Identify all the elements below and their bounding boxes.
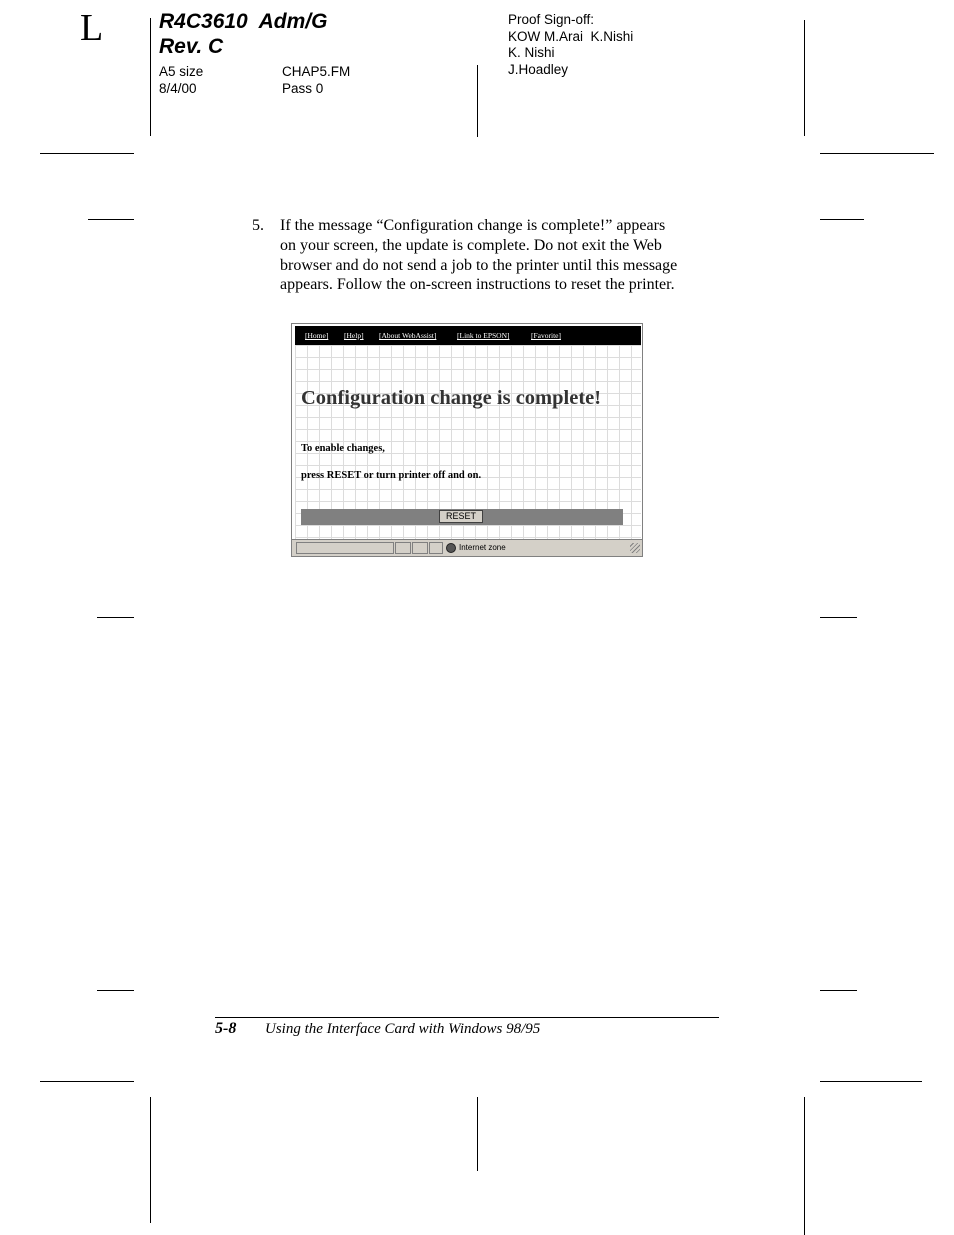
proof-names: K. Nishi	[508, 45, 555, 60]
globe-icon	[446, 543, 456, 553]
step-number: 5.	[252, 217, 264, 234]
crop-mark	[97, 617, 134, 618]
proof-signoff	[508, 12, 633, 78]
reset-instruction-text: press RESET or turn printer off and on.	[301, 470, 482, 481]
crop-mark	[88, 219, 134, 220]
crop-mark	[804, 20, 805, 136]
page-size: A5 size	[159, 64, 204, 79]
crop-mark	[820, 990, 857, 991]
document-title-line1: R4C3610 Adm/G	[159, 10, 328, 33]
crop-mark	[820, 1081, 922, 1082]
page-content	[295, 345, 641, 539]
nav-link-epson[interactable]: [Link to EPSON]	[457, 331, 510, 340]
footer-rule	[215, 1017, 719, 1018]
resize-grip-icon[interactable]	[630, 543, 640, 553]
status-bar	[292, 539, 642, 556]
nav-link-help[interactable]: [Help]	[344, 331, 364, 340]
status-cell	[296, 542, 394, 554]
status-cell	[395, 542, 411, 554]
nav-link-favorite[interactable]: [Favorite]	[531, 331, 561, 340]
proof-label: Proof Sign-off:	[508, 12, 595, 27]
reset-button[interactable]: RESET	[439, 510, 483, 523]
crop-mark	[40, 153, 134, 154]
status-cell	[412, 542, 428, 554]
crop-mark	[477, 65, 478, 137]
step-text-line: appears. Follow the on-screen instructions to reset the printer.	[280, 276, 675, 294]
print-date: 8/4/00	[159, 81, 197, 96]
browser-screenshot	[291, 323, 643, 557]
crop-mark	[820, 617, 857, 618]
status-cell	[429, 542, 443, 554]
step-text-line: on your screen, the update is complete. Do not exit the Web	[280, 236, 662, 254]
footer-title: Using the Interface Card with Windows 98/95	[265, 1021, 541, 1037]
document-title	[159, 9, 327, 59]
step-text-line: browser and do not send a job to the printer until this message	[280, 256, 678, 274]
reset-bar	[301, 509, 623, 525]
crop-mark	[804, 1097, 805, 1235]
page-number: 5-8	[215, 1020, 237, 1037]
proof-names: KOW M.Arai K.Nishi	[508, 28, 634, 44]
step-text	[280, 216, 720, 295]
crop-mark	[40, 1081, 134, 1082]
proof-names: J.Hoadley	[508, 61, 569, 77]
crop-mark	[820, 153, 934, 154]
pass-number: Pass 0	[282, 81, 324, 96]
nav-link-about-webassist[interactable]: [About WebAssist]	[379, 331, 437, 340]
enable-changes-text: To enable changes,	[301, 443, 385, 454]
crop-mark	[477, 1097, 478, 1171]
crop-mark	[150, 1097, 151, 1223]
crop-mark	[150, 18, 151, 136]
crop-mark	[820, 219, 864, 220]
left-page-marker: L	[80, 7, 104, 49]
nav-bar	[295, 326, 641, 345]
document-title-line2: Rev. C	[159, 35, 224, 58]
chapter-file: CHAP5.FM	[282, 64, 351, 79]
nav-link-home[interactable]: [Home]	[305, 331, 329, 340]
config-complete-heading: Configuration change is complete!	[301, 387, 602, 409]
crop-mark	[97, 990, 134, 991]
step-text-line: If the message “Configuration change is complete!” appears	[280, 217, 666, 234]
zone-label: Internet zone	[459, 543, 506, 552]
